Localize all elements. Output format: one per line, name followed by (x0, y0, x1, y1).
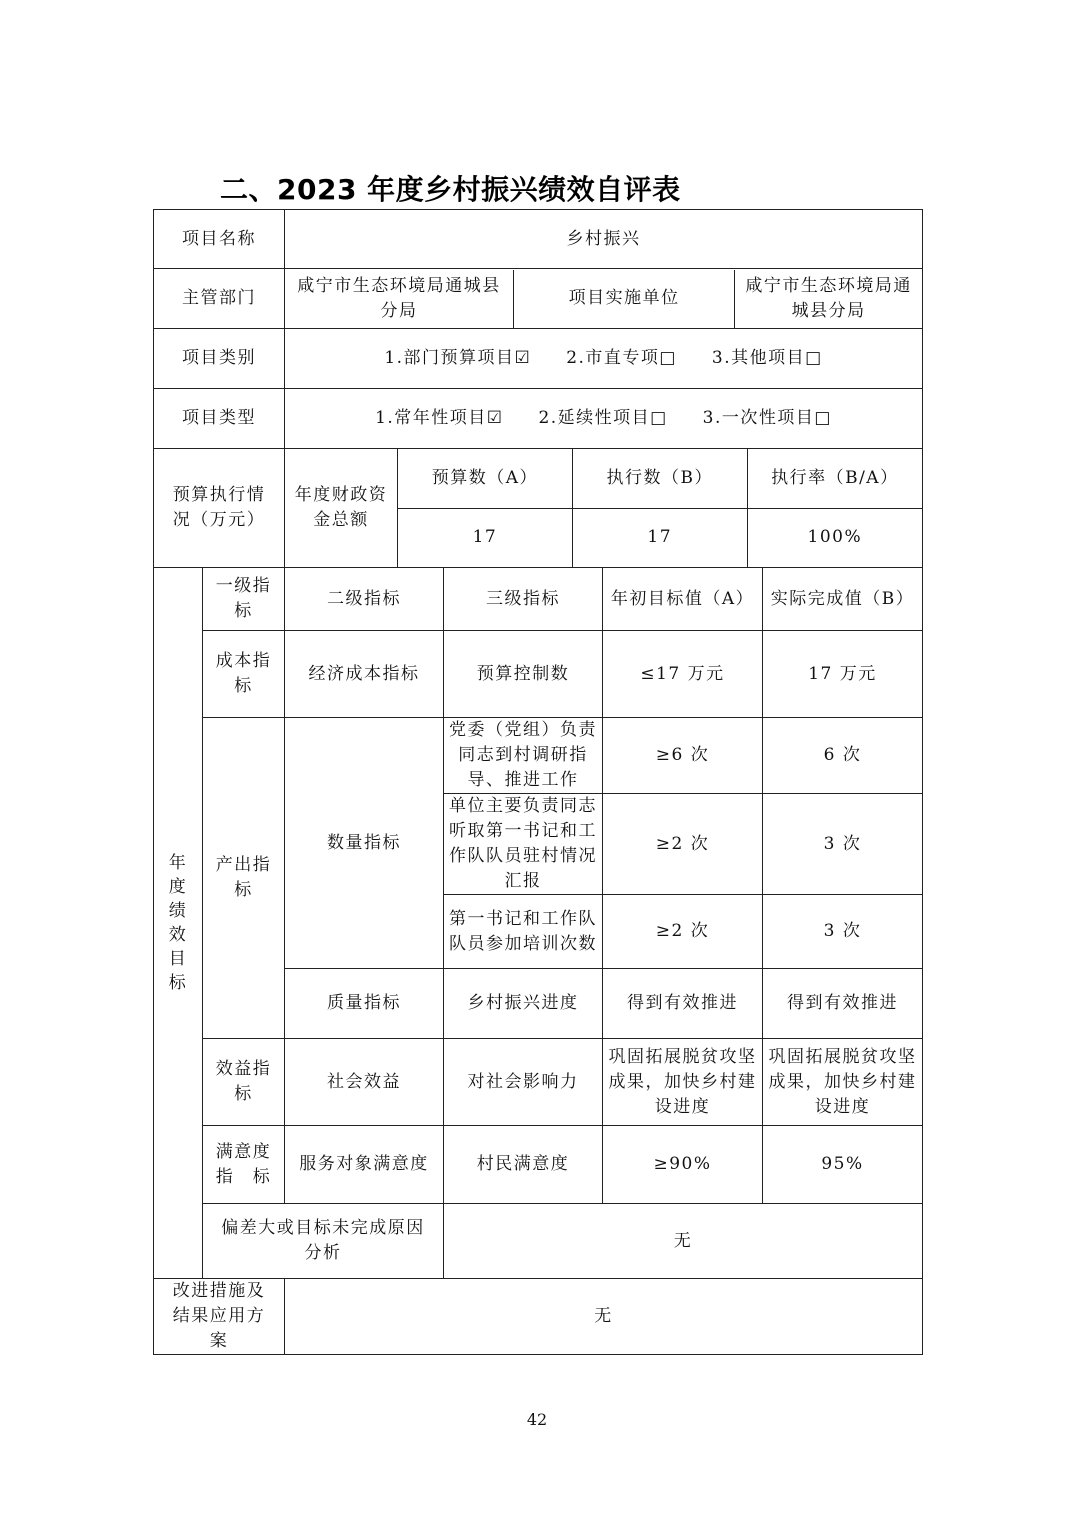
budget-header-rate: 执行率（B/A） (747, 449, 922, 508)
department-label: 主管部门 (154, 269, 285, 329)
row-department (154, 269, 923, 329)
deviation-label: 偏差大或目标未完成原因分析 (203, 1204, 444, 1279)
header-actual: 实际完成值（B） (763, 568, 923, 631)
type-label: 项目类型 (154, 389, 285, 449)
cost-l3: 预算控制数 (444, 631, 603, 718)
budget-header-planned: 预算数（A） (398, 449, 573, 508)
header-l2: 二级指标 (285, 568, 444, 631)
satisfaction-l1: 满意度指 标 (203, 1126, 285, 1204)
category-label: 项目类别 (154, 329, 285, 389)
satisfaction-actual: 95% (763, 1126, 923, 1204)
project-name-label: 项目名称 (154, 210, 285, 269)
budget-sub-label: 年度财政资金总额 (294, 485, 388, 530)
benefit-actual: 巩固拓展脱贫攻坚成果，加快乡村建设进度 (763, 1039, 923, 1126)
cost-actual: 17 万元 (763, 631, 923, 718)
quality-l2: 质量指标 (285, 969, 444, 1039)
benefit-l1: 效益指标 (203, 1039, 285, 1126)
department-inner (285, 270, 922, 328)
budget-label: 预算执行情况（万元） (154, 449, 285, 568)
output-3-l3: 第一书记和工作队队员参加培训次数 (444, 895, 603, 969)
cost-target: ≤17 万元 (603, 631, 763, 718)
output-2-l3: 单位主要负责同志听取第一书记和工作队队员驻村情况汇报 (444, 794, 603, 895)
goals-side-label (154, 568, 203, 1279)
department-value: 咸宁市生态环境局通城县分局 (297, 275, 501, 321)
header-l3: 三级指标 (444, 568, 603, 631)
row-category (154, 329, 923, 389)
deviation-value: 无 (444, 1204, 923, 1279)
row-deviation (154, 1204, 923, 1279)
evaluation-table (153, 209, 923, 1355)
category-options (285, 329, 923, 389)
row-satisfaction (154, 1126, 923, 1204)
quantity-l2: 数量指标 (285, 718, 444, 969)
quality-actual: 得到有效推进 (763, 969, 923, 1039)
satisfaction-l2: 服务对象满意度 (285, 1126, 444, 1204)
row-output-1 (154, 718, 923, 794)
cost-l2: 经济成本指标 (285, 631, 444, 718)
type-option-one-time[interactable]: 3.一次性项目□ (702, 408, 832, 428)
category-option-city-special[interactable]: 2.市直专项□ (566, 348, 677, 368)
header-target: 年初目标值（A） (603, 568, 763, 631)
output-l1: 产出指标 (203, 718, 285, 1039)
output-2-actual: 3 次 (763, 794, 923, 895)
improvement-value: 无 (285, 1279, 923, 1355)
type-option-continuing[interactable]: 2.延续性项目□ (538, 408, 668, 428)
output-2-target: ≥2 次 (603, 794, 763, 895)
goals-side-label-text: 年度绩效目标 (168, 852, 188, 993)
page-title: 二、2023 年度乡村振兴绩效自评表 (220, 173, 681, 206)
row-cost (154, 631, 923, 718)
improvement-label: 改进措施及结果应用方案 (154, 1279, 285, 1355)
row-improvement (154, 1279, 923, 1355)
header-l1: 一级指标 (203, 568, 285, 631)
budget-header-executed: 执行数（B） (572, 449, 747, 508)
type-option-recurring[interactable]: 1.常年性项目☑ (375, 408, 504, 428)
output-1-actual: 6 次 (763, 718, 923, 794)
row-project-name (154, 210, 923, 269)
row-benefit (154, 1039, 923, 1126)
row-goals-header (154, 568, 923, 631)
category-option-other[interactable]: 3.其他项目□ (711, 348, 823, 368)
row-type (154, 389, 923, 449)
output-1-target: ≥6 次 (603, 718, 763, 794)
cost-l1: 成本指标 (203, 631, 285, 718)
benefit-l3: 对社会影响力 (444, 1039, 603, 1126)
page-number: 42 (526, 1410, 548, 1429)
quality-l3: 乡村振兴进度 (444, 969, 603, 1039)
budget-value-rate: 100% (747, 508, 922, 567)
project-name-value: 乡村振兴 (285, 210, 923, 269)
department-cell (285, 269, 923, 329)
type-options (285, 389, 923, 449)
category-option-dept-budget[interactable]: 1.部门预算项目☑ (384, 348, 532, 368)
row-budget (154, 449, 923, 568)
output-3-target: ≥2 次 (603, 895, 763, 969)
impl-unit-label: 项目实施单位 (514, 270, 735, 328)
budget-cell (285, 449, 923, 568)
budget-inner (285, 449, 922, 567)
benefit-l2: 社会效益 (285, 1039, 444, 1126)
budget-value-executed: 17 (572, 508, 747, 567)
output-1-l3: 党委（党组）负责同志到村调研指导、推进工作 (444, 718, 603, 794)
quality-target: 得到有效推进 (603, 969, 763, 1039)
output-3-actual: 3 次 (763, 895, 923, 969)
impl-unit-value: 咸宁市生态环境局通城县分局 (735, 270, 922, 328)
satisfaction-target: ≥90% (603, 1126, 763, 1204)
satisfaction-l3: 村民满意度 (444, 1126, 603, 1204)
budget-value-planned: 17 (398, 508, 573, 567)
benefit-target: 巩固拓展脱贫攻坚成果，加快乡村建设进度 (603, 1039, 763, 1126)
